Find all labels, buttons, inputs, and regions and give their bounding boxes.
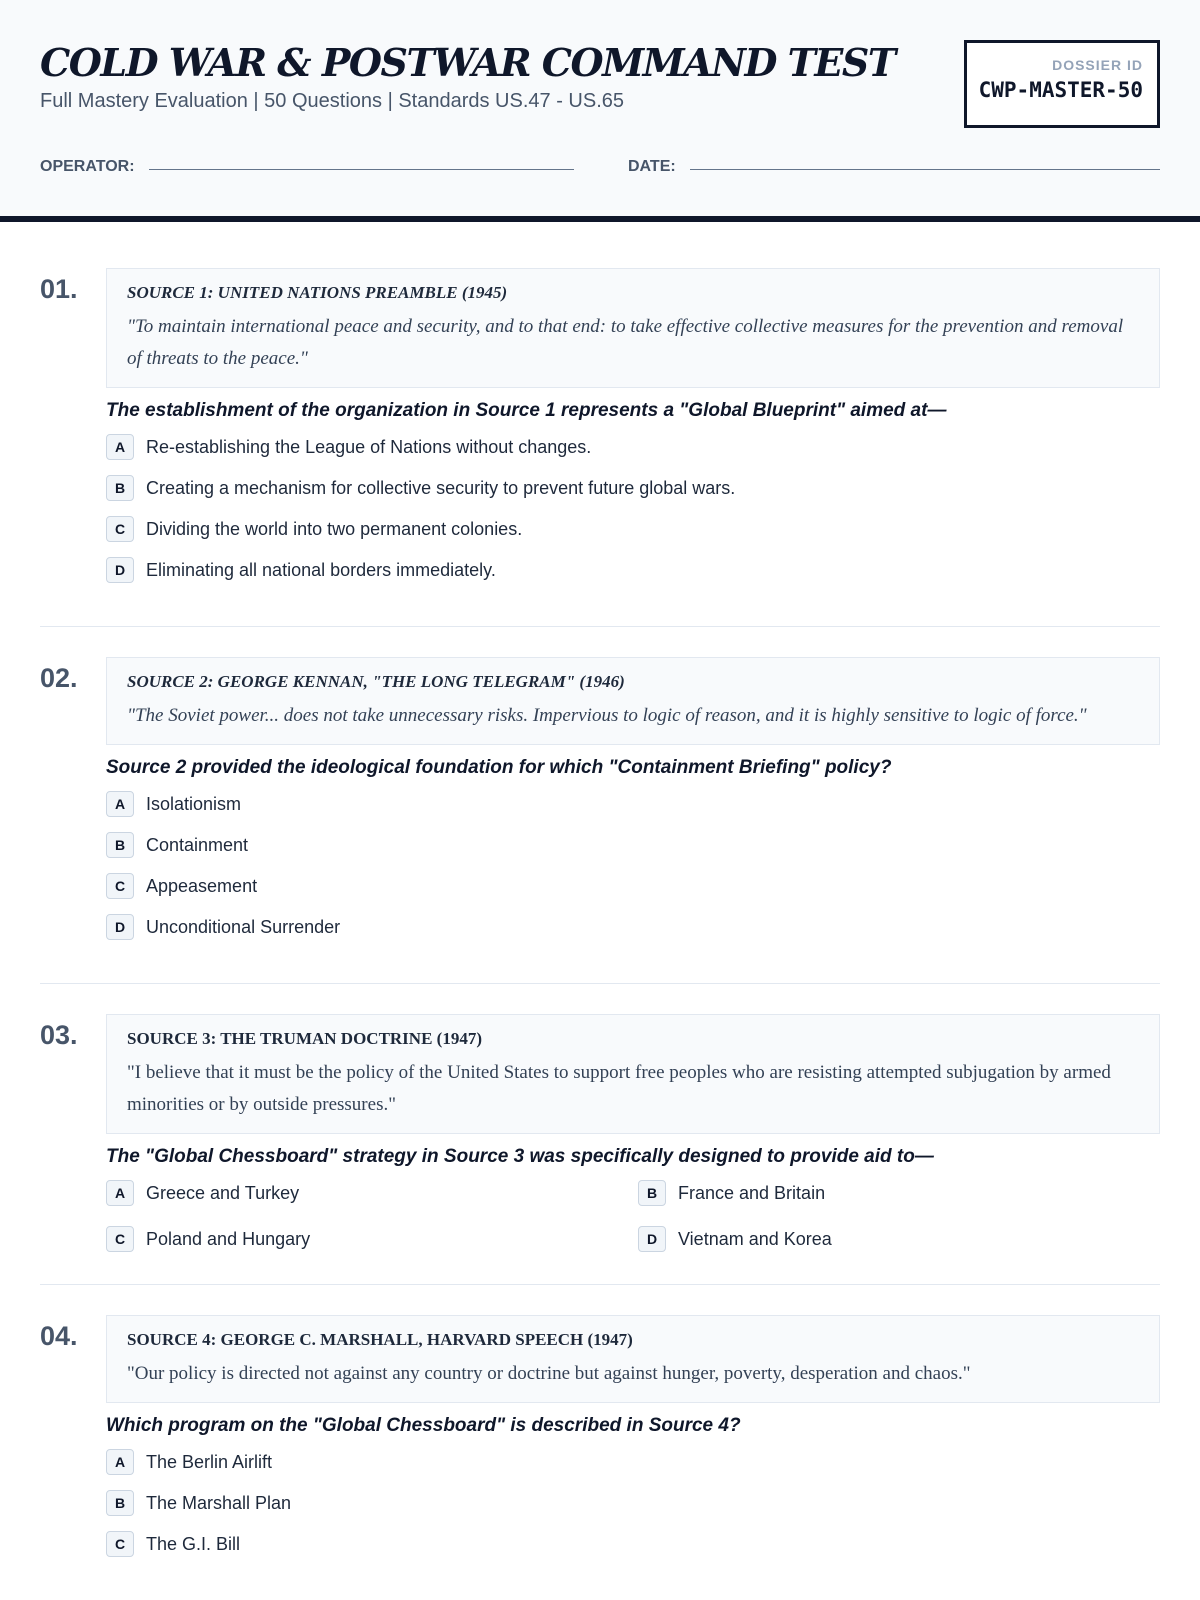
date-field[interactable] [628,158,1160,176]
question-stem: Source 2 provided the ideological foundation for which "Containment Briefing" policy? [106,757,892,778]
option-text: The G.I. Bill [146,1533,241,1554]
answer-option-a[interactable] [106,1447,1160,1477]
source-title: SOURCE 3: THE TRUMAN DOCTRINE (1947) [127,1029,482,1048]
option-letter: D [638,1226,666,1252]
source-box [106,1315,1160,1403]
question-body [106,1014,1160,1254]
option-letter: A [106,1449,134,1475]
option-letter: C [106,873,134,899]
option-letter: C [106,516,134,542]
question-4 [40,1315,1160,1600]
operator-field[interactable] [40,158,574,176]
operator-line[interactable] [149,169,574,170]
question-number: 02. [40,663,78,693]
answer-option-b[interactable] [106,473,1160,503]
source-quote: "I believe that it must be the policy of the United States to support free peoples who are resisting attempted subjugation by armed minorities or by outside pressures." [127,1062,1111,1115]
option-letter: C [106,1226,134,1252]
dossier-box [964,40,1160,128]
option-text: Dividing the world into two permanent colonies. [146,518,523,539]
question-body [106,1315,1160,1570]
question-3 [40,1014,1160,1285]
answer-option-b[interactable] [638,1178,1160,1208]
student-fields [40,158,1160,176]
option-text: Unconditional Surrender [146,916,341,937]
answer-option-d[interactable] [106,912,1160,942]
source-quote: "To maintain international peace and security, and to that end: to take effective collective measures for the prevention and removal of threats to the peace." [127,316,1124,369]
answer-option-c[interactable] [106,1529,1160,1559]
question-number: 04. [40,1321,78,1351]
answer-option-c[interactable] [106,1224,638,1254]
option-letter: D [106,914,134,940]
option-text: Eliminating all national borders immediately. [146,559,496,580]
source-box [106,657,1160,745]
answer-options [106,432,1160,596]
question-body [106,657,1160,953]
dossier-id: CWP-MASTER-50 [978,78,1143,102]
question-1 [40,268,1160,627]
option-text: Creating a mechanism for collective security to prevent future global wars. [146,477,736,498]
option-letter: B [106,1490,134,1516]
answer-option-b[interactable] [106,830,1160,860]
answer-options [106,1447,1160,1570]
dossier-label: DOSSIER ID [1052,57,1143,73]
answer-options [106,1178,1160,1254]
option-letter: A [106,434,134,460]
answer-options [106,789,1160,953]
source-title: SOURCE 4: GEORGE C. MARSHALL, HARVARD SPEECH (1947) [127,1330,633,1349]
source-title: SOURCE 2: GEORGE KENNAN, "THE LONG TELEGRAM" (1946) [127,672,625,691]
answer-option-a[interactable] [106,1178,638,1208]
option-text: The Berlin Airlift [146,1451,273,1472]
test-header [0,0,1200,222]
option-text: Re-establishing the League of Nations without changes. [146,436,592,457]
option-text: The Marshall Plan [146,1492,292,1513]
question-stem: Which program on the "Global Chessboard" is described in Source 4? [106,1415,741,1436]
question-number: 03. [40,1020,78,1050]
question-number: 01. [40,274,78,304]
option-text: Poland and Hungary [146,1228,311,1249]
question-stem: The establishment of the organization in Source 1 represents a "Global Blueprint" aimed at— [106,400,947,421]
answer-option-c[interactable] [106,871,1160,901]
option-text: Greece and Turkey [146,1182,300,1203]
source-box [106,268,1160,388]
option-letter: A [106,791,134,817]
option-letter: C [106,1531,134,1557]
test-subtitle: Full Mastery Evaluation | 50 Questions | Standards US.47 - US.65 [40,90,625,112]
option-letter: D [106,557,134,583]
option-letter: A [106,1180,134,1206]
answer-option-d[interactable] [638,1224,1160,1254]
question-2 [40,657,1160,984]
answer-option-d[interactable] [106,555,1160,585]
source-quote: "The Soviet power... does not take unnecessary risks. Impervious to logic of reason, and it is highly sensitive to logic of force." [127,705,1087,726]
option-text: Containment [146,834,249,855]
answer-option-c[interactable] [106,514,1160,544]
option-text: Vietnam and Korea [678,1228,832,1249]
answer-option-a[interactable] [106,789,1160,819]
answer-option-a[interactable] [106,432,1160,462]
question-list [0,222,1200,1600]
date-label: DATE: [628,158,676,175]
operator-label: OPERATOR: [40,158,135,175]
option-letter: B [638,1180,666,1206]
source-title: SOURCE 1: UNITED NATIONS PREAMBLE (1945) [127,283,508,302]
date-line[interactable] [690,169,1160,170]
source-box [106,1014,1160,1134]
question-stem: The "Global Chessboard" strategy in Source 3 was specifically designed to provide aid to— [106,1146,934,1167]
option-text: Isolationism [146,793,242,814]
option-text: Appeasement [146,875,258,896]
option-text: France and Britain [678,1182,826,1203]
option-letter: B [106,832,134,858]
answer-option-b[interactable] [106,1488,1160,1518]
option-letter: B [106,475,134,501]
test-title: COLD WAR & POSTWAR COMMAND TEST [40,40,895,85]
question-body [106,268,1160,596]
source-quote: "Our policy is directed not against any country or doctrine but against hunger, poverty, desperation and chaos." [127,1363,971,1384]
